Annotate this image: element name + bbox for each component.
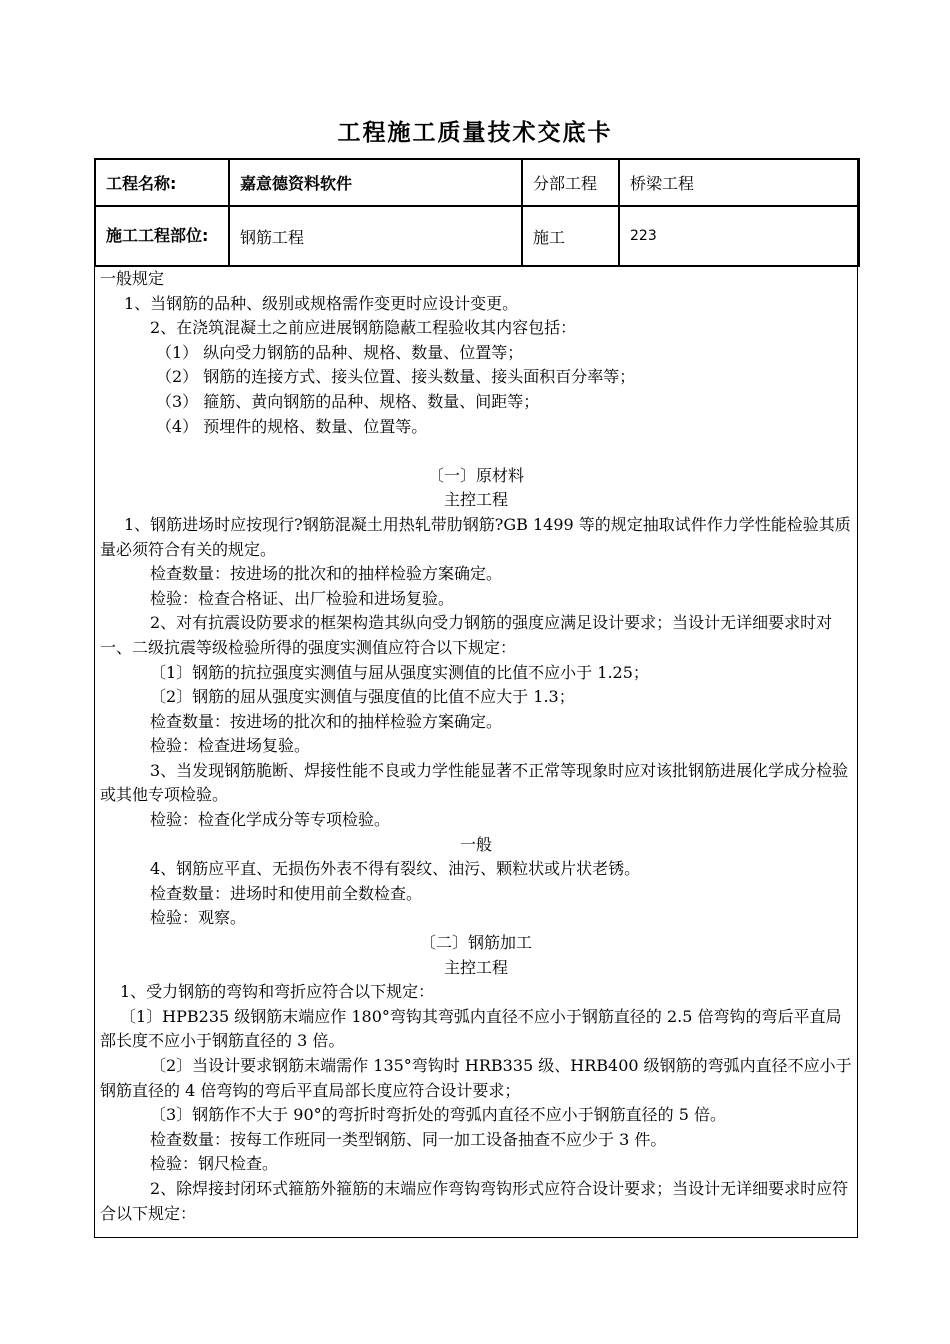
paragraph: 〔3〕钢筋作不大于 90°的弯折时弯折处的弯弧内直径不应小于钢筋直径的 5 倍。 [150, 1105, 726, 1125]
paragraph: 3、当发现钢筋脆断、焊接性能不良或力学性能显著不正常等现象时应对该批钢筋进展化学成分检验或其他专项检验。 [100, 760, 849, 805]
subsection-heading: 主控工程 [443, 490, 508, 510]
header-row-part [95, 206, 859, 266]
paragraph: 4、钢筋应平直、无损伤外表不得有裂纹、油污、颗粒状或片状老锈。 [150, 859, 641, 879]
paragraph: 检查数量：按进场的批次和的抽样检验方案确定。 [150, 564, 503, 584]
paragraph: 检验：观察。 [150, 908, 247, 928]
paragraph: 检验：检查合格证、出厂检验和进场复验。 [150, 588, 455, 608]
paragraph: 〔2〕钢筋的屈从强度实测值与强度值的比值不应大于 1.3； [150, 687, 575, 707]
paragraph: 〔1〕钢筋的抗拉强度实测值与屈从强度实测值的比值不应小于 1.25； [150, 662, 649, 682]
paragraph: 〔1〕HPB235 级钢筋末端应作 180°弯钩其弯弧内直径不应小于钢筋直径的 2.5 倍弯钩的弯后平直局部长度不应小于钢筋直径的 3 倍。 [100, 1006, 842, 1051]
subsection-heading: 主控工程 [443, 957, 508, 977]
list-item: （1） 纵向受力钢筋的品种、规格、数量、位置等； [156, 342, 524, 362]
paragraph: 检查数量：进场时和使用前全数检查。 [150, 883, 423, 903]
body-text [100, 267, 852, 1226]
section-heading: 一般规定 [100, 269, 165, 288]
part-value: 钢筋工程 [229, 206, 522, 266]
construction-label: 施工 [522, 206, 619, 266]
paragraph: 1、钢筋进场时应按现行?钢筋混凝土用热轧带肋钢筋?GB 1499 等的规定抽取试件作力学性能检验其质量必须符合有关的规定。 [100, 514, 851, 559]
paragraph: 检验：检查化学成分等专项检验。 [150, 810, 391, 830]
paragraph: 〔2〕当设计要求钢筋末端需作 135°弯钩时 HRB335 级、HRB400 级钢筋的弯弧内直径不应小于钢筋直径的 4 倍弯钩的弯后平直局部长度应符合设计要求； [100, 1056, 852, 1100]
paragraph: 1、受力钢筋的弯钩和弯折应符合以下规定： [120, 982, 435, 1002]
list-item: （3） 箍筋、黄向钢筋的品种、规格、数量、间距等； [156, 391, 540, 411]
list-item: （2） 钢筋的连接方式、接头位置、接头数量、接头面积百分率等； [156, 367, 636, 387]
paragraph: 1、当钢筋的品种、级别或规格需作变更时应设计变更。 [124, 293, 519, 313]
project-label: 工程名称: [95, 159, 229, 206]
paragraph: 检验：钢尺检查。 [150, 1154, 279, 1174]
header-row-project [95, 159, 859, 206]
subsection-heading: 一般 [459, 834, 492, 854]
construction-value: 223 [619, 206, 859, 266]
project-value: 嘉意德资料软件 [229, 159, 522, 206]
document-title: 工程施工质量技术交底卡 [337, 120, 613, 146]
paragraph: 2、在浇筑混凝土之前应进展钢筋隐蔽工程验收其内容包括： [150, 318, 577, 338]
paragraph: 2、对有抗震设防要求的框架构造其纵向受力钢筋的强度应满足设计要求；当设计无详细要求时对一、二级抗震等级检验所得的强度实测值应符合以下规定： [100, 613, 833, 657]
section-heading: 〔二〕钢筋加工 [419, 933, 532, 953]
paragraph: 检验：检查进场复验。 [150, 736, 311, 756]
paragraph: 检查数量：按每工作班同一类型钢筋、同一加工设备抽查不应少于 3 件。 [150, 1129, 667, 1149]
division-value: 桥梁工程 [619, 159, 859, 206]
paragraph: 2、除焊接封闭环式箍筋外箍筋的末端应作弯钩弯钩形式应符合设计要求；当设计无详细要求时应符合以下规定： [100, 1178, 849, 1223]
part-label: 施工工程部位: [95, 206, 229, 266]
paragraph: 检查数量：按进场的批次和的抽样检验方案确定。 [150, 711, 503, 731]
list-item: （4） 预埋件的规格、数量、位置等。 [156, 416, 428, 436]
section-heading: 〔一〕原材料 [427, 465, 524, 485]
division-label: 分部工程 [522, 159, 619, 206]
header-table [94, 158, 860, 267]
